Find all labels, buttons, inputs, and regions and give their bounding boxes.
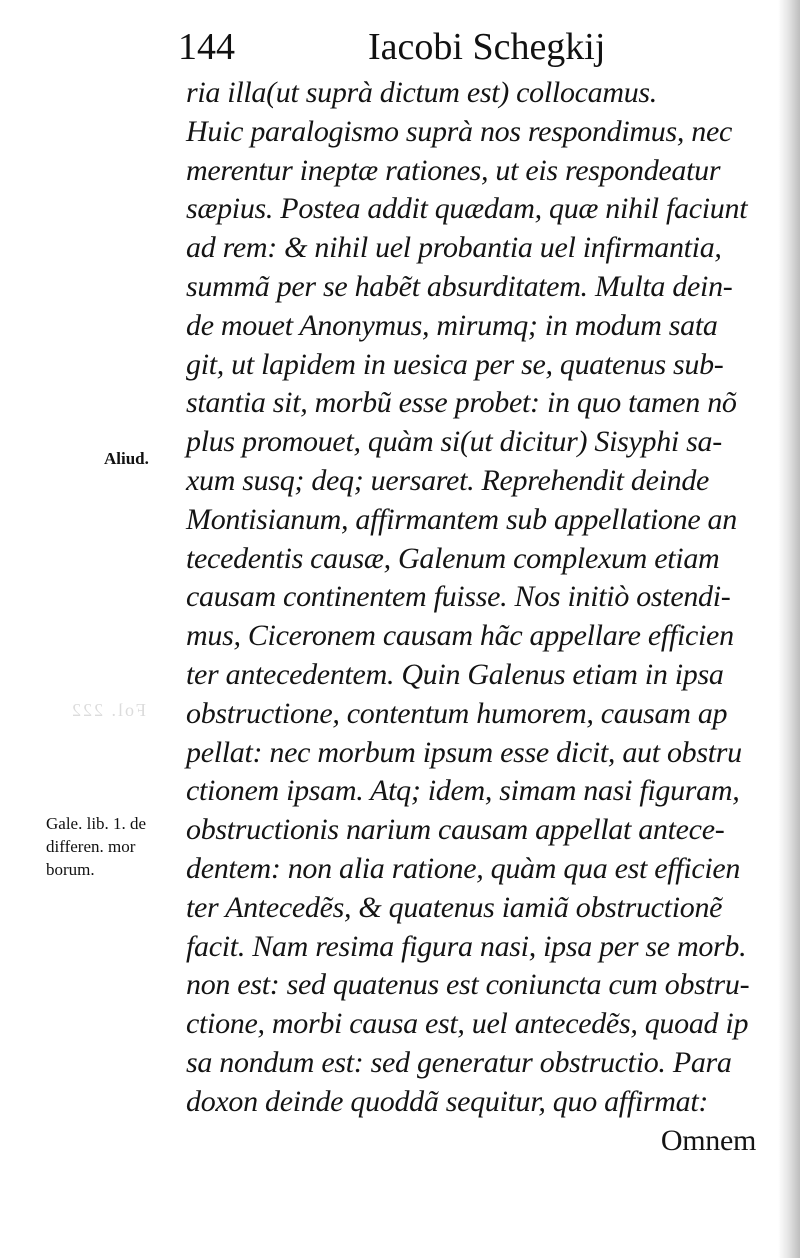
text-line: tecedentis causæ, Galenum complexum etiam [186,541,720,575]
text-line: sa nondum est: sed generatur obstructio. Para [186,1045,732,1079]
page-edge-shadow [778,0,800,1258]
text-line: non est: sed quatenus est coniuncta cum obstru- [186,968,750,1002]
text-line: ter Antecedẽs, & quatenus iamiã obstructionẽ [186,890,723,924]
marginal-note-line: differen. mor [46,837,136,856]
page-header [178,20,658,74]
body-text [186,74,756,1160]
marginal-note-line: Gale. lib. 1. de [46,814,147,833]
text-line: ctionem ipsam. Atq; idem, simam nasi figuram, [186,774,740,808]
text-line: pellat: nec morbum ipsum esse dicit, aut obstru [186,735,742,769]
text-line: sæpius. Postea addit quædam, quæ nihil faciunt [186,192,748,226]
text-line: Montisianum, affirmantem sub appellatione an [186,502,737,536]
text-line: ad rem: & nihil uel probantia uel infirmantia, [186,231,722,265]
text-line: ter antecedentem. Quin Galenus etiam in ipsa [186,657,724,691]
text-line: obstructionis narium causam appellat antece- [186,813,725,847]
text-line: Huic paralogismo suprà nos respondimus, nec [186,114,732,148]
marginal-note-line: borum. [46,860,95,879]
text-line: xum susq; deq; uersaret. Reprehendit deinde [186,463,710,497]
text-line: causam continentem fuisse. Nos initiò ostendi- [186,580,731,614]
catchword: Omnem [660,1123,756,1157]
page-number: 144 [178,26,235,68]
text-line: obstructione, contentum humorem, causam ap [186,696,728,730]
text-line: doxon deinde quoddã sequitur, quo affirmat: [186,1084,709,1118]
text-line: dentem: non alia ratione, quàm qua est efficien [186,851,741,885]
text-line: summã per se habẽt absurditatem. Multa dein- [186,269,733,303]
text-line: mus, Ciceronem causam hãc appellare efficien [186,619,734,653]
text-line: merentur ineptæ rationes, ut eis respondeatur [186,153,721,187]
text-line: facit. Nam resima figura nasi, ipsa per se morb. [186,929,747,963]
bleed-through-text: Fol. 222 [70,700,147,720]
text-line: de mouet Anonymus, mirumq; in modum sata [186,308,718,342]
text-line: ria illa(ut suprà dictum est) collocamus. [186,76,657,109]
text-line: stantia sit, morbũ esse probet: in quo tamen nõ [186,386,737,420]
text-line: git, ut lapidem in uesica per se, quatenus sub- [186,347,724,381]
text-line: ctione, morbi causa est, uel antecedẽs, quoad ip [186,1007,749,1041]
marginal-note-aliud: Aliud. [104,449,149,468]
text-line: plus promouet, quàm si(ut dicitur) Sisyphi sa- [186,425,722,459]
marginal-note-galen-reference [46,812,186,881]
running-head: Iacobi Schegkij [368,26,606,68]
